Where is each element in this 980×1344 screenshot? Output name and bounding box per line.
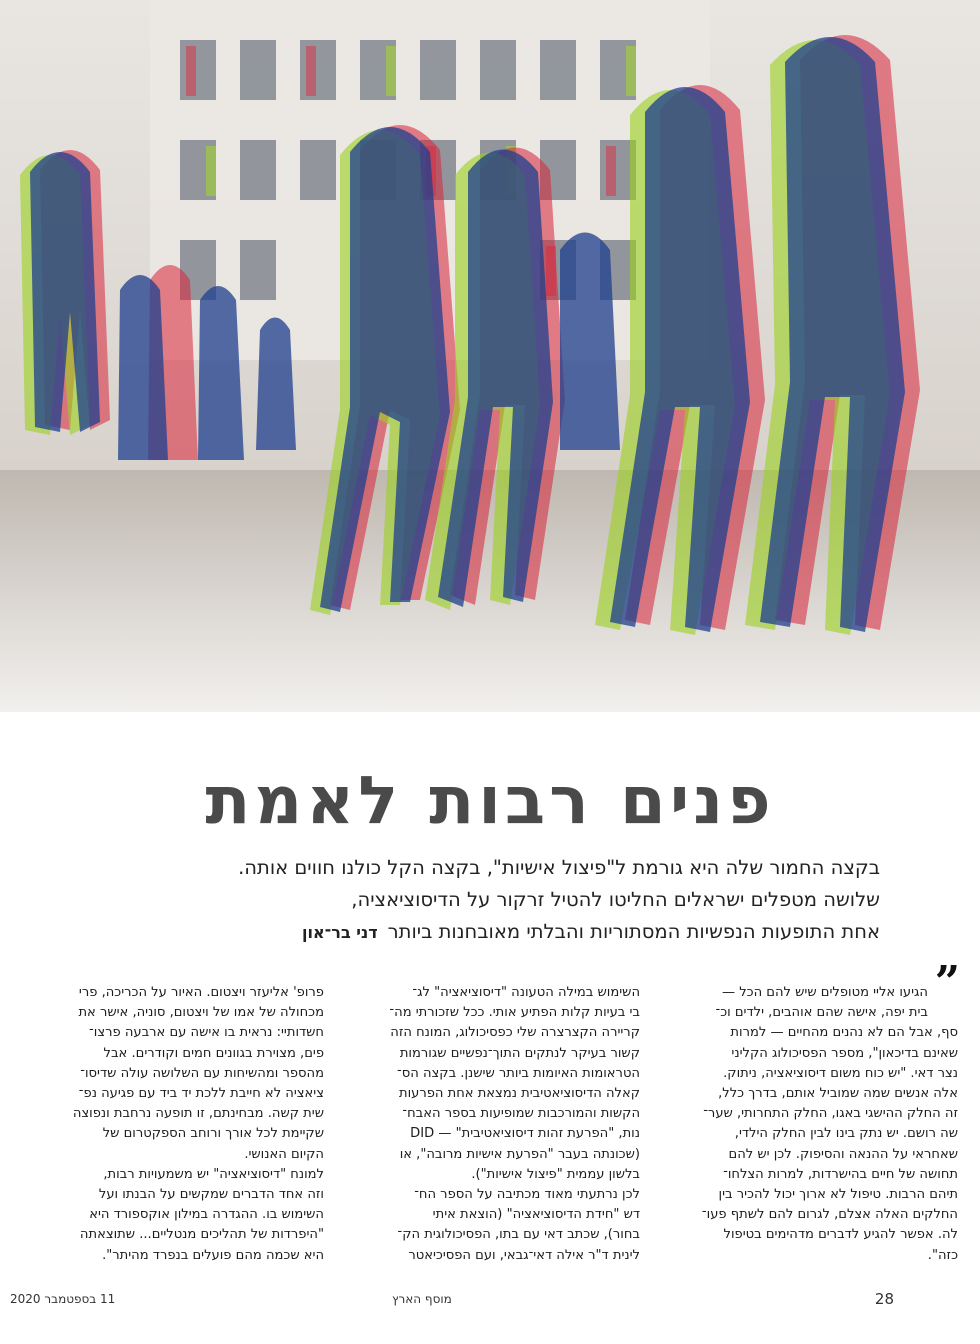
body-line: וזה אחד הדברים שמקשים על הבנתו ועל xyxy=(98,1187,324,1203)
body-line: תחושה של חיים בהישרדות, למרות הצלחו־ xyxy=(723,1166,958,1182)
body-line: קאלה הדיסוציאטיבית נמצאת אחת הפרעות xyxy=(398,1086,640,1102)
body-line: סף, אבל הם לא נהנים מהחיים — למרות xyxy=(730,1025,958,1041)
body-line: אלה אנשים שמה שמוביל אותם, בדרך כלל, xyxy=(718,1086,958,1102)
body-line: תיהם הרבות. טיפול לא ארוך יכול להכיר בין xyxy=(718,1187,958,1203)
article-headline: פנים רבות לאמת xyxy=(205,762,775,839)
subhead-line xyxy=(100,916,880,949)
body-line: שית קשה. מבחינתם, זו תופעה נרחבת ונפוצה xyxy=(72,1106,324,1122)
publication-name: מוסף הארץ xyxy=(392,1292,452,1306)
body-line: השימוש בו. ההגדרה במילון אוקספורד היא xyxy=(89,1207,324,1223)
quote-mark-icon: ” xyxy=(934,957,960,1008)
body-line: נצר דאי. "יש כוח משום דיסוציאציה, ניתוק. xyxy=(723,1065,958,1081)
body-line: קריירה הקצרצרה שלי כפסיכולוג, המונח הזה xyxy=(390,1025,640,1041)
body-line: בחור), שכתב דאי עם בתו, הפסיכולוגית הק־ xyxy=(397,1227,640,1243)
body-line: "היפרדות של תהליכים מנטליים... שתוצאתה xyxy=(79,1227,324,1243)
body-line: חשדותיי: נראית בו אישה עם ארבעה פרצו־ xyxy=(89,1025,324,1041)
author-byline: דני בר־און xyxy=(302,923,378,942)
page-number: 28 xyxy=(874,1290,894,1308)
body-line: דש "חידת הדיסוציאציה" (הוצאת איתי xyxy=(432,1207,640,1223)
body-line: היא שכמה מהם פועלים בנפרד מהיתר". xyxy=(102,1247,324,1263)
body-line: השימוש במילה הטעונה "דיסוציאציה" לג־ xyxy=(412,985,640,1000)
article-column-1 xyxy=(673,957,960,1266)
page-footer xyxy=(0,1290,980,1314)
body-line: בית יפה, אישה שהם אוהבים, ילדים וכ־ xyxy=(715,1005,928,1021)
subhead-line-text: אחת התופעות הנפשיות המסתוריות והבלתי מאובחנות ביותר xyxy=(387,920,880,943)
body-line: למונח "דיסוציאציה" יש משמעויות רבות, xyxy=(103,1166,324,1182)
body-line: הטראומות האיומות ביותר שישנן. בקצה הס־ xyxy=(397,1065,640,1081)
body-line: לינית ד"ר אילה דאי־גבאי, ועם הפסיכיאטר xyxy=(408,1247,640,1263)
body-line: בלשון עממית "פיצול אישיות"). xyxy=(471,1166,640,1182)
issue-date: 11 בספטמבר 2020 xyxy=(10,1292,116,1306)
body-line: הקיום האנושי. xyxy=(244,1146,324,1162)
body-line: שקיימת לכל אורך ורוחב הספקטרום של xyxy=(102,1126,324,1142)
body-line: לה. אפשר להגיע לדברים מדהימים בטיפול xyxy=(723,1227,958,1243)
body-line: כזה". xyxy=(927,1247,958,1263)
body-line: ציאציה לא חייבת ללכת יד ביד עם פגיעה נפ־ xyxy=(78,1086,324,1102)
body-line: זה החלק ההישגי באגו, החלק התחרותי, שער־ xyxy=(703,1106,958,1122)
article-body xyxy=(14,957,960,1273)
body-line: שאינם בדיכאון", מספר הפסיכולוג הקליני xyxy=(731,1045,958,1061)
body-line: שאחראי על ההנאה והסיפוק. לכן יש להם xyxy=(728,1146,958,1162)
body-line: קשור בעיקר לנתקים התוך־נפשיים שגורמות xyxy=(399,1045,640,1061)
body-line: הגיעו אליי מטופלים שיש להם הכל — xyxy=(721,985,928,1000)
body-line: הקשות והמורכבות שמופיעות בספר האבח־ xyxy=(402,1106,640,1122)
body-line: פים, מצוירת בגוונים חמים וקודרים. אבל xyxy=(103,1045,324,1061)
body-line: מהספר ומהשיחות עם השלושה עולה שדיסו־ xyxy=(80,1065,324,1081)
article-subhead xyxy=(100,852,880,949)
body-line: פרופ' אליעזר ויצטום. האיור על הכריכה, פרי xyxy=(78,985,324,1000)
article-column-2 xyxy=(355,983,640,1266)
body-line: לכן נרתעתי מאוד מכתיבה על הספר הח־ xyxy=(414,1187,640,1203)
body-line: החלקים האלה אצלם, לגרום להם לשתף פעו־ xyxy=(701,1207,958,1223)
body-line: מכחולה של אמו של ויצטום, סוניה, אישר את xyxy=(78,1005,324,1021)
body-line: שה רושם. יש נתק בינו לבין החלק הילדי, xyxy=(734,1126,958,1142)
body-line: (שכונתה בעבר "הפרעת אישיות מרובה", או xyxy=(399,1146,640,1162)
body-line: נות, "הפרעת זהות דיסוציאטיבית" — DID xyxy=(410,1126,640,1142)
body-line: בי בעיות קלות הפתיע אותי. ככל שזכורתי מה־ xyxy=(389,1005,640,1021)
subhead-line: בקצה החמור שלה היא גורמת ל"פיצול אישיות", בקצה הקל כולנו חווים אותה. xyxy=(238,856,880,879)
article-column-3 xyxy=(39,983,324,1266)
subhead-line: שלושה מטפלים ישראלים החליטו להטיל זרקור על הדיסוציאציה, xyxy=(351,888,880,911)
